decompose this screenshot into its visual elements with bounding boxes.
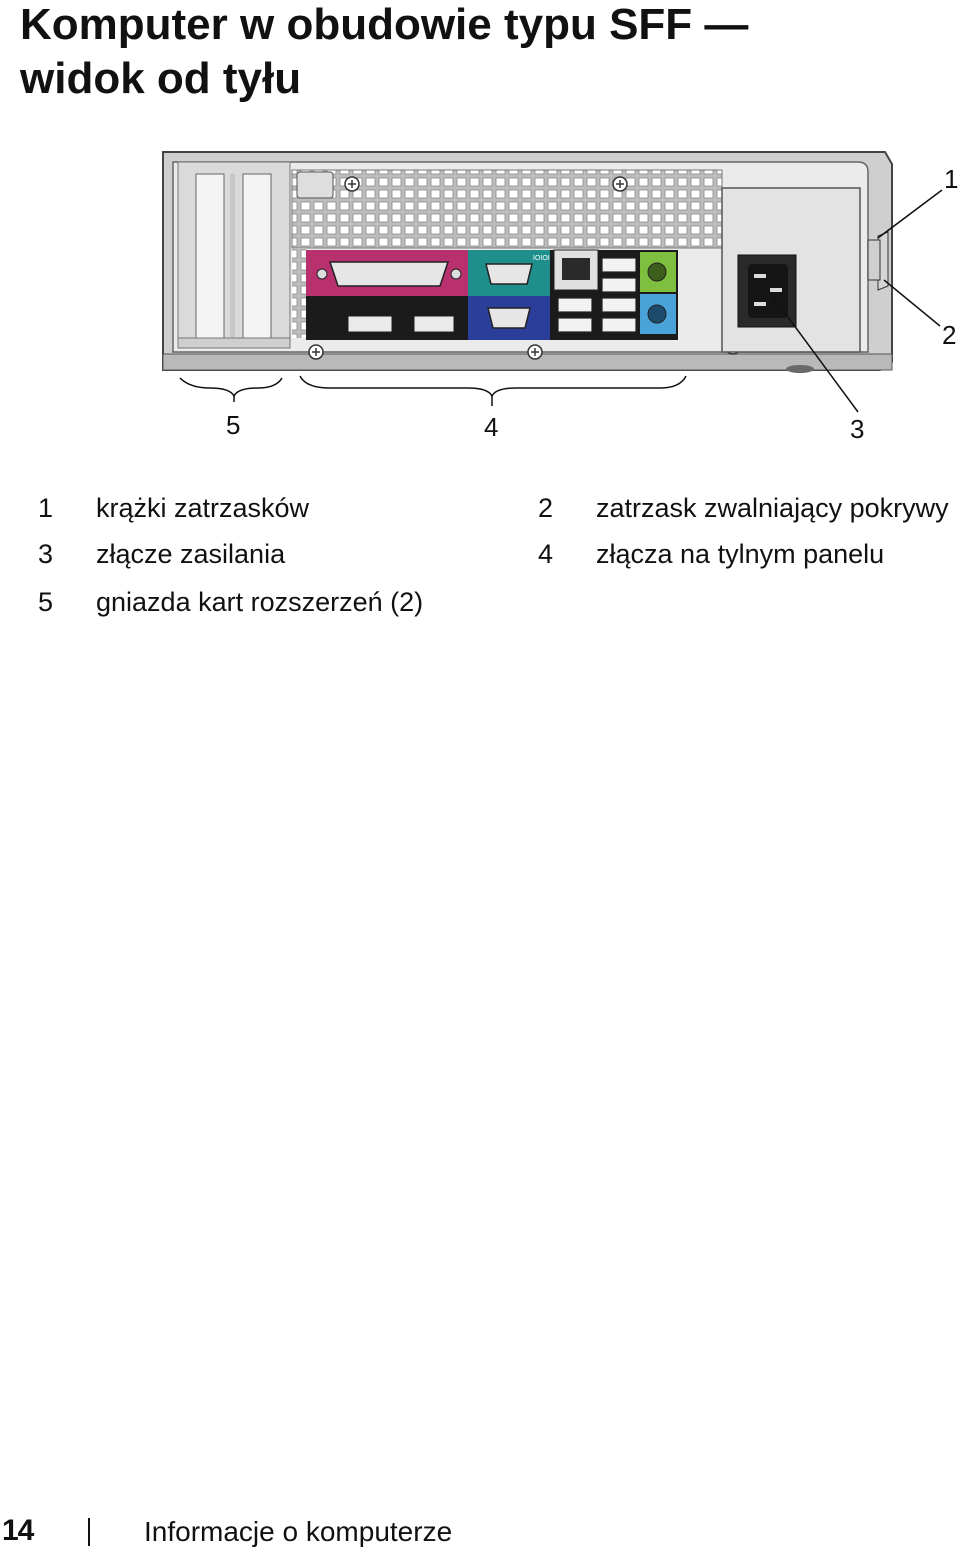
legend-text: złącze zasilania (96, 539, 286, 569)
legend-number: 4 (538, 539, 554, 569)
callout-1: 1 (944, 164, 959, 194)
legend-number: 1 (38, 493, 54, 523)
vga-port (488, 308, 530, 328)
serial-port (486, 264, 532, 284)
legend-number: 3 (38, 539, 54, 569)
footer-separator (88, 1518, 90, 1546)
page-number: 14 (2, 1514, 34, 1547)
page-footer (0, 1512, 960, 1552)
power-supply (722, 188, 860, 352)
parallel-port (330, 262, 448, 286)
callout-5: 5 (226, 410, 241, 440)
callout-2: 2 (942, 320, 957, 350)
padlock-ring (297, 172, 333, 198)
esata-port (414, 316, 454, 332)
legend-text: złącza na tylnym panelu (596, 539, 885, 569)
page-title (20, 0, 920, 106)
computer-rear-illustration (0, 140, 960, 450)
legend-number: 5 (38, 587, 54, 617)
callout-4: 4 (484, 412, 499, 442)
rear-io-panel (306, 250, 678, 340)
computer-rear-view-figure (0, 140, 960, 450)
serial-port-label: IOIOI (533, 255, 550, 262)
displayport (348, 316, 392, 332)
title-line-1: Komputer w obudowie typu SFF — (20, 0, 749, 49)
footer-section-title: Informacje o komputerze (144, 1516, 453, 1547)
expansion-slots (178, 162, 290, 348)
title-line-2: widok od tyłu (20, 54, 302, 103)
callout-3: 3 (850, 414, 865, 444)
vent-grid-side (292, 248, 306, 338)
legend-text: gniazda kart rozszerzeń (2) (96, 587, 424, 617)
legend-number: 2 (538, 493, 554, 523)
legend-text: krążki zatrzasków (96, 493, 310, 523)
legend-text: zatrzask zwalniający pokrywy (596, 493, 949, 523)
